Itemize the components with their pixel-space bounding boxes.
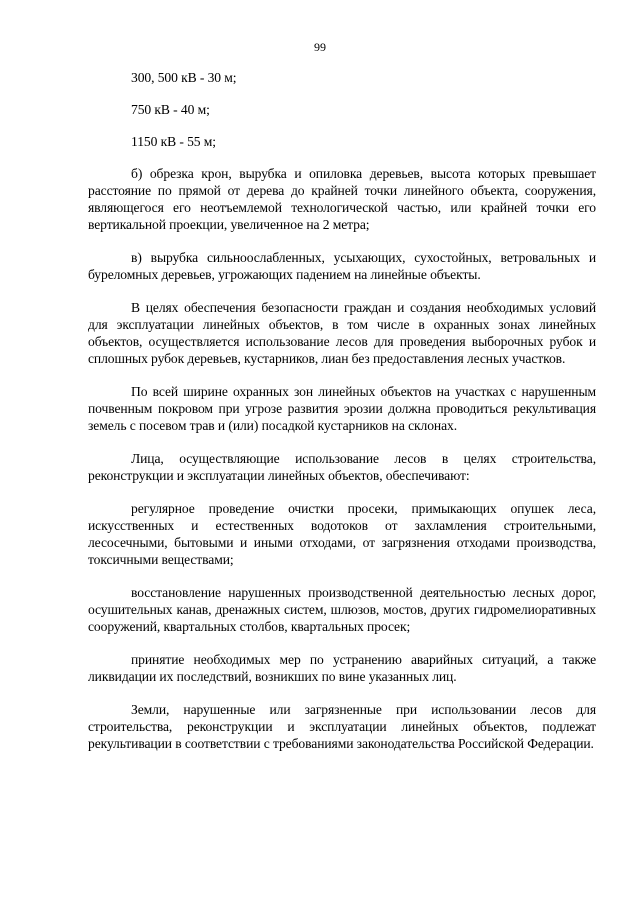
paragraph-voltage-1150: 1150 кВ - 55 м;: [131, 134, 216, 149]
paragraph-obligation-cleaning: регулярное проведение очистки просеки, примыкающих опушек леса, искусственных и естественных водотоков от захламления строительными, лесосечными, бытовыми и иными отходами, от загрязнения отходами производства, токсичными веществами;: [88, 501, 596, 567]
paragraph-safety: В целях обеспечения безопасности граждан и создания необходимых условий для эксплуатации линейных объектов, в том числе в охранных зонах линейных объектов, осуществляется использование лесов для проведения выборочных рубок и сплошных рубок деревьев, кустарников, лиан без предоставления лесных участков.: [88, 300, 596, 366]
paragraph-recultivation-zones: По всей ширине охранных зон линейных объектов на участках с нарушенным почвенным покровом при угрозе развития эрозии должна проводиться рекультивация земель с посевом трав и (или) посадкой кустарников на склонах.: [88, 384, 596, 433]
paragraph-item-b: б) обрезка крон, вырубка и опиловка деревьев, высота которых превышает расстояние по прямой от дерева до крайней точки линейного объекта, сооружения, являющегося его неотъемлемой технологической частью, или крайней точки его вертикальной проекции, увеличенное на 2 метра;: [88, 166, 596, 232]
paragraph-obligation-emergency: принятие необходимых мер по устранению аварийных ситуаций, а также ликвидации их последствий, возникших по вине указанных лиц.: [88, 652, 596, 684]
document-body: [88, 69, 596, 768]
page-number: 99: [314, 40, 326, 54]
paragraph-obligation-restoration: восстановление нарушенных производственной деятельностью лесных дорог, осушительных канав, дренажных систем, шлюзов, мостов, других гидромелиоративных сооружений, квартальных столбов, квартальных просек;: [88, 585, 596, 634]
paragraph-voltage-750: 750 кВ - 40 м;: [131, 102, 210, 117]
paragraph-item-v: в) вырубка сильноослабленных, усыхающих, сухостойных, ветровальных и буреломных деревьев, угрожающих падением на линейные объекты.: [88, 250, 596, 282]
paragraph-obligations-intro: Лица, осуществляющие использование лесов в целях строительства, реконструкции и эксплуатации линейных объектов, обеспечивают:: [88, 451, 596, 483]
paragraph-land-recultivation: Земли, нарушенные или загрязненные при использовании лесов для строительства, реконструкции и эксплуатации линейных объектов, подлежат рекультивации в соответствии с требованиями законодательства Российской Федерации.: [88, 702, 596, 751]
paragraph-voltage-300-500: 300, 500 кВ - 30 м;: [131, 70, 237, 85]
